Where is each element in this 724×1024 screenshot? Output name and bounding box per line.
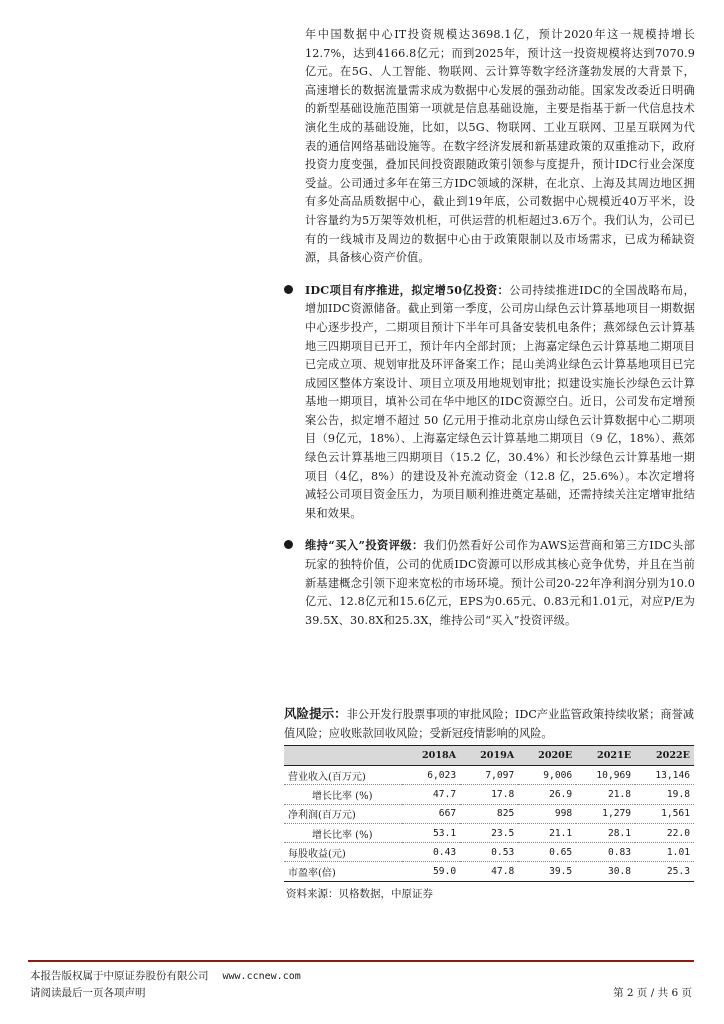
table-cell: 0.83 bbox=[576, 843, 635, 862]
table-cell: 9,006 bbox=[518, 766, 576, 785]
bullet-dot-icon bbox=[284, 540, 293, 549]
table-header-cell: 2019A bbox=[460, 746, 518, 766]
paragraph-idc-market: 年中国数据中心IT投资规模达3698.1亿，预计2020年这一规模持增长12.7%，达到4166.8亿元；而到2025年，预计这一投资规模将达到7070.9亿元。在5G、人工智能、物联网、云计算等数字经济蓬勃发展的大背景下，高速增长的数据流量需求成为数据中心发展的强劲动能。国家发改委近日明确的新型基础设施范围第一项就是信息基础设施，主要是指基于新一代信息技术演化生成的基础设施，比如，以5G、物联网、工业互联网、卫星互联网为代表的通信网络基础设施等。在数字经济发展和新基建政策的双重推动下，政府投资力度变强，叠加民间投资跟随政策引领参与度提升，预计IDC行业会深度受益。公司通过多年在第三方IDC领域的深耕，在北京、上海及其周边地区拥有多处高品质数据中心，截止到19年底，公司数据中心规模近40万平米，设计容量约为5万架等效机柜，可供运营的机柜超过3.6万个。我们认为，公司已有的一线城市及周边的数据中心由于政策限制以及市场需求，已成为稀缺资源，具备核心资产价值。 bbox=[305, 28, 695, 265]
table-cell: 13,146 bbox=[635, 766, 694, 785]
row-label: 营业收入(百万元) bbox=[284, 766, 402, 785]
table-cell: 47.7 bbox=[402, 785, 460, 804]
risk-title: 风险提示： bbox=[284, 706, 347, 721]
risk-warning bbox=[284, 705, 694, 743]
table-cell: 21.8 bbox=[576, 785, 635, 804]
table-cell: 19.8 bbox=[635, 785, 694, 804]
financial-forecast-table bbox=[284, 745, 694, 882]
table-header-cell: 2022E bbox=[635, 746, 694, 766]
row-label: 市盈率(倍) bbox=[284, 862, 402, 881]
table-row bbox=[284, 766, 694, 785]
table-cell: 0.65 bbox=[518, 843, 576, 862]
table-cell: 1,279 bbox=[576, 804, 635, 823]
risk-text: 非公开发行股票事项的审批风险；IDC产业监管政策持续收紧；商誉减值风险；应收账款回收风险；受新冠疫情影响的风险。 bbox=[284, 708, 694, 740]
table-header-cell: 2020E bbox=[518, 746, 576, 766]
table-cell: 10,969 bbox=[576, 766, 635, 785]
footer-copyright: 本报告版权属于中原证券股份有限公司 bbox=[30, 970, 209, 982]
footer-disclaimer: 请阅读最后一页各项声明 bbox=[30, 987, 146, 999]
page-number: 第 2 页 / 共 6 页 bbox=[613, 987, 692, 999]
table-row bbox=[284, 804, 694, 823]
table-cell: 667 bbox=[402, 804, 460, 823]
table-cell: 30.8 bbox=[576, 862, 635, 881]
table-cell: 825 bbox=[460, 804, 518, 823]
bullet-dot-icon bbox=[284, 285, 293, 294]
bullet-lead-idc: IDC项目有序推进，拟定增50亿投资： bbox=[305, 282, 510, 297]
table-cell: 47.8 bbox=[460, 862, 518, 881]
table-cell: 6,023 bbox=[402, 766, 460, 785]
table-cell: 25.3 bbox=[635, 862, 694, 881]
footer-url-link[interactable]: www.ccnew.com bbox=[222, 971, 301, 982]
table-cell: 1.01 bbox=[635, 843, 694, 862]
row-label: 每股收益(元) bbox=[284, 843, 402, 862]
table-header-row bbox=[284, 746, 694, 766]
data-source-note: 资料来源：贝格数据，中原证券 bbox=[286, 888, 433, 900]
table-header-cell bbox=[284, 746, 402, 766]
row-label: 净利润(百万元) bbox=[284, 804, 402, 823]
table-cell: 22.0 bbox=[635, 823, 694, 842]
table-header-cell: 2021E bbox=[576, 746, 635, 766]
table-cell: 17.8 bbox=[460, 785, 518, 804]
table-cell: 7,097 bbox=[460, 766, 518, 785]
table-cell: 1,561 bbox=[635, 804, 694, 823]
table-row bbox=[284, 785, 694, 804]
table-row bbox=[284, 823, 694, 842]
report-body bbox=[305, 26, 695, 630]
table-cell: 0.53 bbox=[460, 843, 518, 862]
bullet-rating bbox=[305, 536, 695, 630]
bullet-lead-rating: 维持“买入”投资评级： bbox=[305, 538, 424, 553]
table-cell: 53.1 bbox=[402, 823, 460, 842]
bullet-text-idc: 公司持续推进IDC的全国战略布局，增加IDC资源储备。截止到第一季度，公司房山绿色云计算基地项目一期数据中心逐步投产，二期项目预计下半年可具备安装机电条件；燕郊绿色云计算基地三四期项目已开工，预计年内全部封顶；上海嘉定绿色云计算基地二期项目已完成立项、规划审批及环评备案工作；昆山美鸿业绿色云计算基地项目已完成园区整体方案设计、项目立项及用地规划审批；拟建设实施长沙绿色云计算基地一期项目，填补公司在华中地区的IDC资源空白。近日，公司发布定增预案公告，拟定增不超过 50 亿元用于推动北京房山绿色云计算数据中心二期项目（9亿元，18%）、上海嘉定绿色云计算基地二期项目（9 亿，18%）、燕郊绿色云计算基地三四期项目（15.2 亿，30.4%）和长沙绿色云计算基地一期项目（4亿，8%）的建设及补充流动资金（12.8 亿，25.6%）。本次定增将减轻公司项目资金压力，为项目顺利推进奠定基础，还需持续关注定增审批结果和效果。 bbox=[305, 283, 696, 520]
table-cell: 59.0 bbox=[402, 862, 460, 881]
footer-left bbox=[30, 968, 301, 1002]
table-cell: 21.1 bbox=[518, 823, 576, 842]
table-cell: 28.1 bbox=[576, 823, 635, 842]
table-cell: 26.9 bbox=[518, 785, 576, 804]
table-cell: 39.5 bbox=[518, 862, 576, 881]
table-cell: 0.43 bbox=[402, 843, 460, 862]
row-label: 增长比率 (%) bbox=[284, 823, 402, 842]
table-row bbox=[284, 862, 694, 881]
table-row bbox=[284, 843, 694, 862]
row-label: 增长比率 (%) bbox=[284, 785, 402, 804]
footer-divider bbox=[28, 960, 694, 962]
table-cell: 23.5 bbox=[460, 823, 518, 842]
bullet-idc-projects bbox=[305, 281, 695, 524]
table-header-cell: 2018A bbox=[402, 746, 460, 766]
table-cell: 998 bbox=[518, 804, 576, 823]
bullet-text-rating: 我们仍然看好公司作为AWS运营商和第三方IDC头部玩家的独特价值，公司的优质IDC资源可以形成其核心竞争优势，并且在当前新基建概念引领下迎来宽松的市场环境。预计公司20-22年净利润分别为10.0亿元、12.8亿元和15.6亿元，EPS为0.65元、0.83元和1.01元，对应P/E为39.5X、30.8X和25.3X，维持公司“买入”投资评级。 bbox=[305, 539, 695, 627]
